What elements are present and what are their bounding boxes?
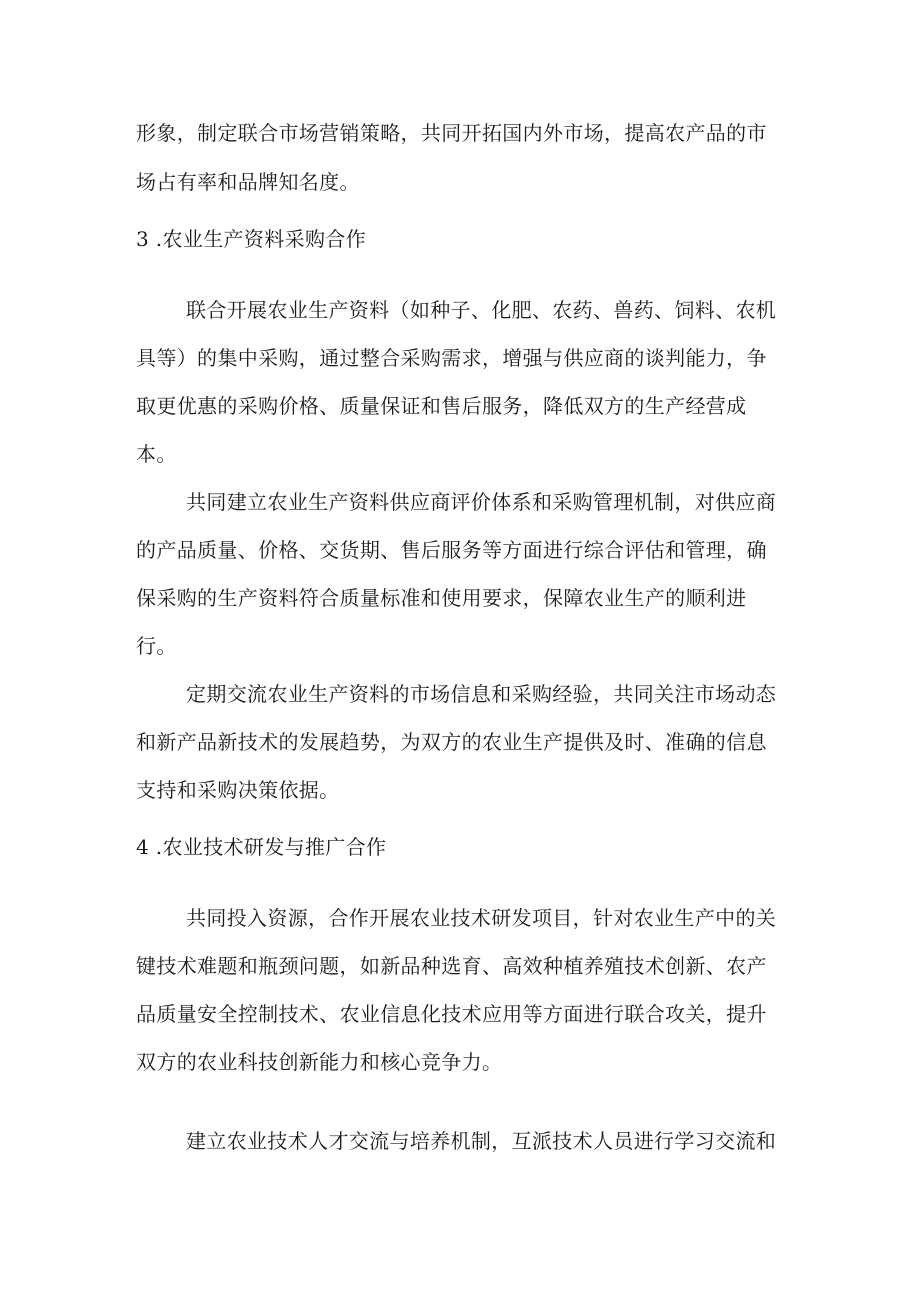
s3-p3-line-1: 定期交流农业生产资料的市场信息和采购经验，共同关注市场动态 <box>186 682 777 706</box>
section-3-heading: 3 .农业生产资料采购合作 <box>136 227 366 251</box>
s3-p2-line-3: 保采购的生产资料符合质量标准和使用要求，保障农业生产的顺利进 <box>136 586 747 610</box>
section-4-heading: 4 .农业技术研发与推广合作 <box>136 835 387 859</box>
s3-p2-line-2: 的产品质量、价格、交货期、售后服务等方面进行综合评估和管理，确 <box>136 538 767 562</box>
s3-p1-line-2: 具等）的集中采购，通过整合采购需求，增强与供应商的谈判能力，争 <box>136 346 767 370</box>
s4-p1-line-3: 品质量安全控制技术、农业信息化技术应用等方面进行联合攻关，提升 <box>136 1002 767 1026</box>
s3-p1-line-3: 取更优惠的采购价格、质量保证和售后服务，降低双方的生产经营成 <box>136 394 747 418</box>
s4-p1-line-4: 双方的农业科技创新能力和核心竞争力。 <box>136 1050 503 1074</box>
s3-p3-line-3: 支持和采购决策依据。 <box>136 778 340 802</box>
intro-line-1: 形象，制定联合市场营销策略，共同开拓国内外市场，提高农产品的市 <box>136 121 767 145</box>
s4-p2-line-1: 建立农业技术人才交流与培养机制，互派技术人员进行学习交流和 <box>186 1129 777 1153</box>
s4-p1-line-1: 共同投入资源，合作开展农业技术研发项目，针对农业生产中的关 <box>186 906 777 930</box>
s3-p2-line-4: 行。 <box>136 634 177 658</box>
s4-p1-line-2: 键技术难题和瓶颈问题，如新品种选育、高效种植养殖技术创新、农产 <box>136 954 767 978</box>
s3-p2-line-1: 共同建立农业生产资料供应商评价体系和采购管理机制，对供应商 <box>186 490 777 514</box>
s3-p3-line-2: 和新产品新技术的发展趋势，为双方的农业生产提供及时、准确的信息 <box>136 730 767 754</box>
s3-p1-line-4: 本。 <box>136 442 177 466</box>
intro-line-2: 场占有率和品牌知名度。 <box>136 170 360 194</box>
s3-p1-line-1: 联合开展农业生产资料（如种子、化肥、农药、兽药、饲料、农机 <box>186 298 777 322</box>
